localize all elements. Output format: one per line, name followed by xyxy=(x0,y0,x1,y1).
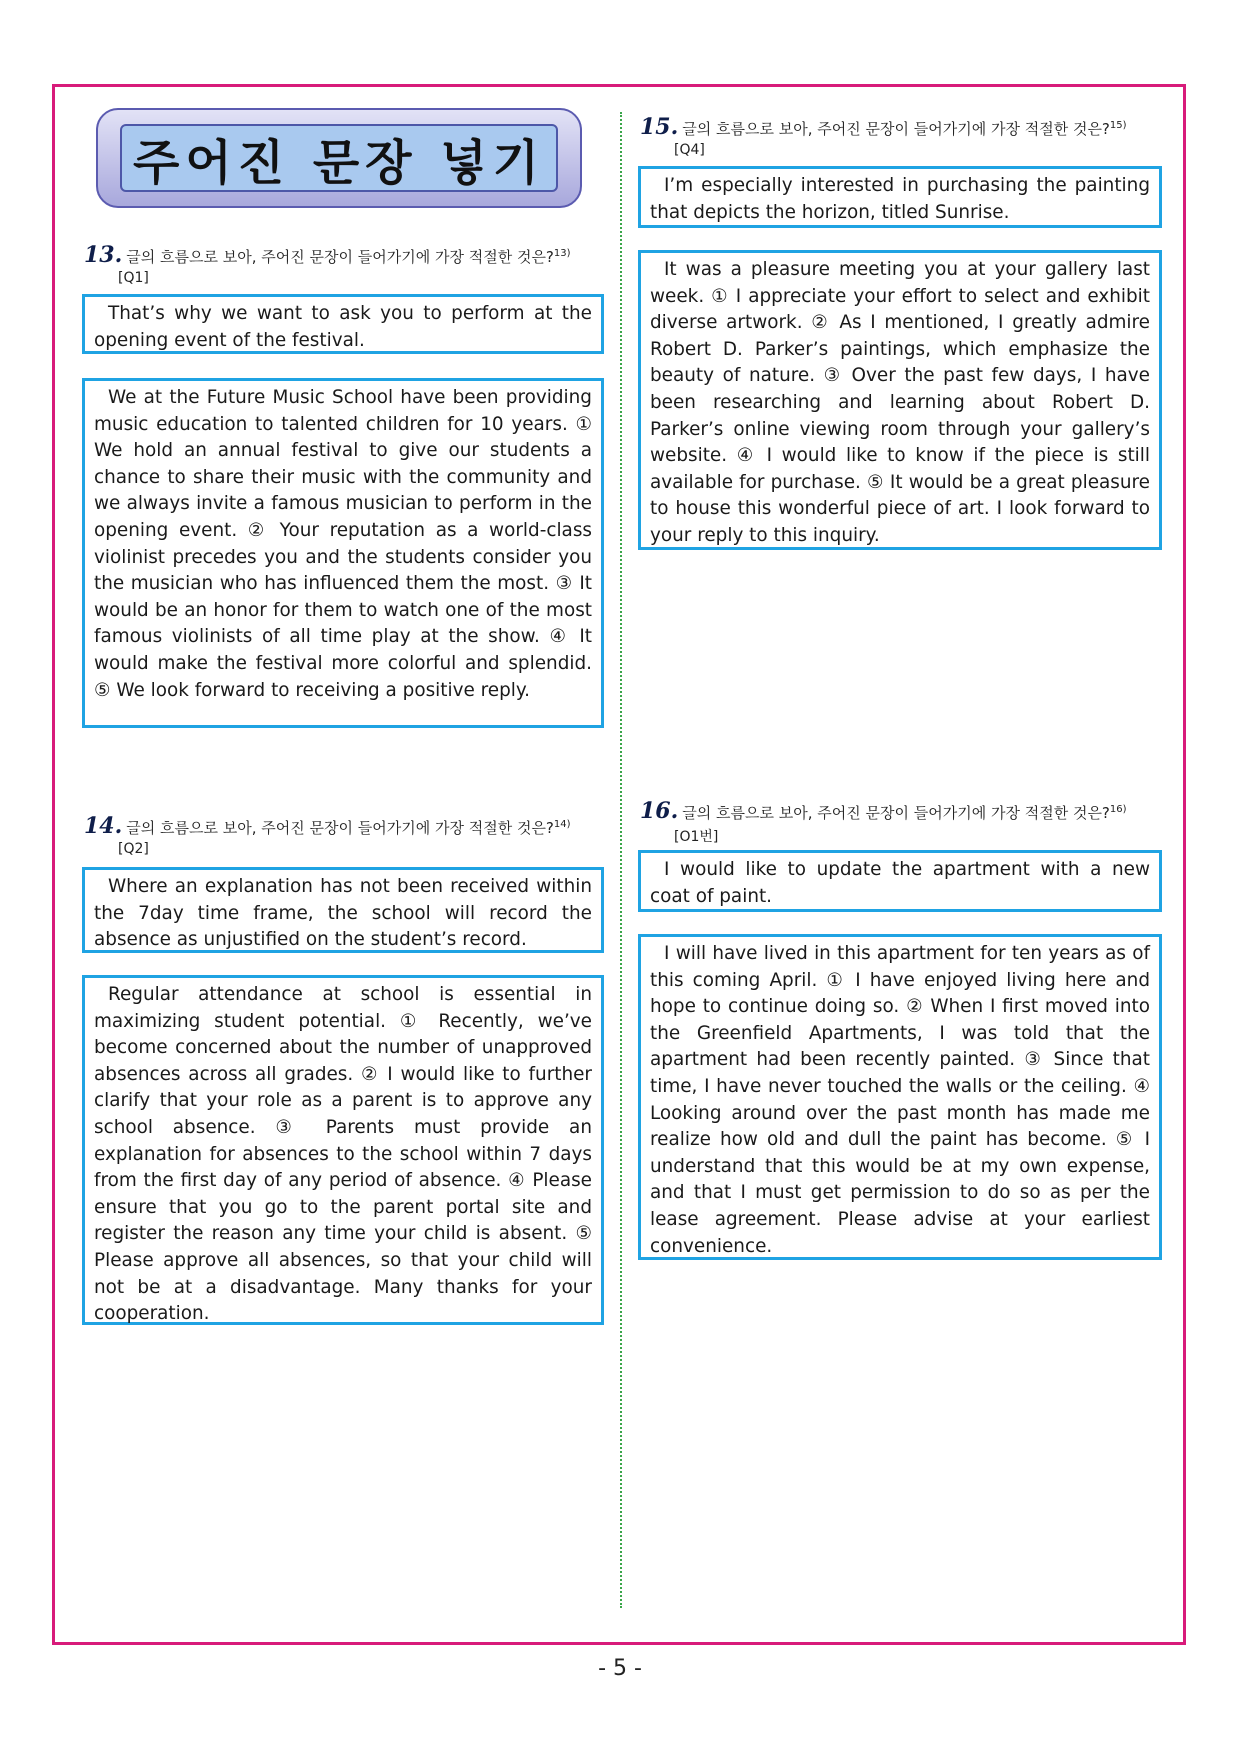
question-14-header xyxy=(84,815,571,838)
section-title-banner xyxy=(96,108,582,208)
question-code: [Q2] xyxy=(118,841,149,857)
question-13-header xyxy=(84,244,571,267)
passage-box xyxy=(82,378,604,728)
passage-box xyxy=(82,975,604,1325)
question-number: 15. xyxy=(640,114,679,140)
question-16-header xyxy=(640,800,1127,823)
given-sentence: I’m especially interested in purchasing the painting that depicts the horizon, titled Sunrise. xyxy=(650,175,1150,223)
question-prompt: 글의 흐름으로 보아, 주어진 문장이 들어가기에 가장 적절한 것은? xyxy=(682,804,1110,822)
section-title: 주어진 문장 넣기 xyxy=(133,134,545,191)
page-number: - 5 - xyxy=(598,1656,642,1681)
given-sentence-box xyxy=(638,166,1162,228)
given-sentence-box xyxy=(82,294,604,354)
passage-text: We at the Future Music School have been providing music education to talented children for 10 years. ① We hold an annual festival to give our students a chance to share their music with the community and we always invite a famous musician to perform in the opening event. ② Your reputation as a world-class violinist precedes you and the students consider you the musician who has influenced them the most. ③ It would be an honor for them to watch one of the most famous violinists of all time play at the show. ④ It would make the festival more colorful and splendid. ⑤ We look forward to receiving a positive reply. xyxy=(94,387,592,701)
footnote-marker: 13) xyxy=(553,248,571,259)
given-sentence: That’s why we want to ask you to perform at the opening event of the festival. xyxy=(94,303,592,351)
passage-text: It was a pleasure meeting you at your gallery last week. ① I appreciate your effort to select and exhibit diverse artwork. ② As I mentioned, I greatly admire Robert D. Parker’s paintings, which emphasize the beauty of nature. ③ Over the past few days, I have been researching and learning about Robert D. Parker’s online viewing room through your gallery’s website. ④ I would like to know if the piece is still available for purchase. ⑤ It would be a great pleasure to house this wonderful piece of art. I look forward to your reply to this inquiry. xyxy=(650,259,1150,546)
footnote-marker: 16) xyxy=(1109,804,1127,815)
question-code: [Q1] xyxy=(118,270,149,286)
question-prompt: 글의 흐름으로 보아, 주어진 문장이 들어가기에 가장 적절한 것은? xyxy=(126,248,554,266)
question-number: 16. xyxy=(640,798,679,824)
given-sentence-box xyxy=(82,867,604,953)
column-divider xyxy=(620,112,622,1608)
section-title-plate xyxy=(120,124,558,192)
given-sentence-box xyxy=(638,850,1162,912)
question-code: [O1번] xyxy=(674,829,719,845)
footnote-marker: 15) xyxy=(1109,120,1127,131)
question-15-header xyxy=(640,116,1127,139)
passage-box xyxy=(638,250,1162,550)
question-code: [Q4] xyxy=(674,142,705,158)
passage-text: I will have lived in this apartment for ten years as of this coming April. ① I have enjoyed living here and hope to continue doing so. ② When I first moved into the Greenfield Apartments, I was told that the apartment had been recently painted. ③ Since that time, I have never touched the walls or the ceiling. ④ Looking around over the past month has made me realize how old and dull the paint has become. ⑤ I understand that this would be at my own expense, and that I must get permission to do so as per the lease agreement. Please advise at your earliest convenience. xyxy=(650,943,1150,1257)
passage-text: Regular attendance at school is essential in maximizing student potential. ① Recently, we’ve become concerned about the number of unapproved absences across all grades. ② I would like to further clarify that your role as a parent is to approve any school absence. ③ Parents must provide an explanation for absences to the school within 7 days from the first day of any period of absence. ④ Please ensure that you go to the parent portal site and register the reason any time your child is absent. ⑤ Please approve all absences, so that your child will not be at a disadvantage. Many thanks for your cooperation. xyxy=(94,984,592,1325)
given-sentence: Where an explanation has not been received within the 7day time frame, the school will record the absence as unjustified on the student’s record. xyxy=(94,876,592,951)
passage-box xyxy=(638,934,1162,1260)
question-prompt: 글의 흐름으로 보아, 주어진 문장이 들어가기에 가장 적절한 것은? xyxy=(126,819,554,837)
question-number: 14. xyxy=(84,813,123,839)
question-number: 13. xyxy=(84,242,123,268)
question-prompt: 글의 흐름으로 보아, 주어진 문장이 들어가기에 가장 적절한 것은? xyxy=(682,120,1110,138)
given-sentence: I would like to update the apartment with a new coat of paint. xyxy=(650,859,1150,907)
footnote-marker: 14) xyxy=(553,819,571,830)
